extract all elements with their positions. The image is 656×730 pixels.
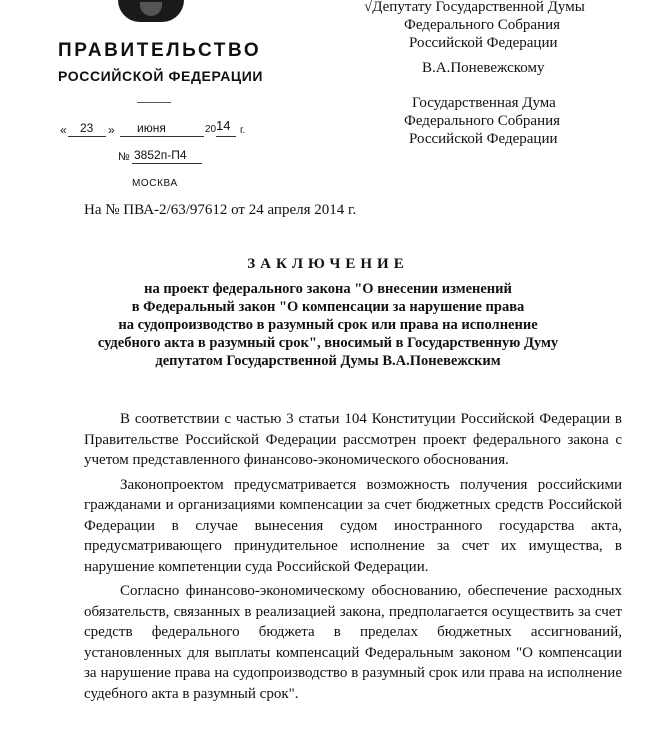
recipient-deputy-name: В.А.Поневежскому <box>422 60 545 76</box>
subject-line: на проект федерального закона "О внесении изменений <box>144 281 512 297</box>
subject-line: на судопроизводство в разумный срок или права на исполнение <box>118 317 538 333</box>
document-date <box>60 118 260 141</box>
sender-name-line1: ПРАВИТЕЛЬСТВО <box>58 40 262 61</box>
recipient-line: Федерального Собрания <box>404 113 561 129</box>
check-mark-icon: √ <box>364 0 373 15</box>
recipient-line: Федерального Собрания <box>404 17 561 33</box>
date-year-underline <box>216 136 236 137</box>
reference-line: На № ПВА-2/63/97612 от 24 апреля 2014 г. <box>84 202 357 218</box>
document-subject <box>60 280 596 370</box>
number-label: № <box>118 151 130 163</box>
state-emblem-icon <box>118 0 184 22</box>
recipient-line: Депутату Государственной Думы <box>372 0 585 15</box>
date-day: 23 <box>80 121 94 135</box>
date-year-mark: г. <box>240 125 246 136</box>
date-close-quote: » <box>108 123 115 137</box>
document-title: ЗАКЛЮЧЕНИЕ <box>247 256 409 272</box>
number-value: 3852п-П4 <box>134 148 187 162</box>
date-year-suffix: 14 <box>216 118 231 133</box>
date-month: июня <box>137 121 166 135</box>
recipient-line: Российской Федерации <box>409 35 558 51</box>
recipient-line: Государственная Дума <box>412 95 556 111</box>
recipient-line: Российской Федерации <box>409 131 558 147</box>
city: МОСКВА <box>132 178 178 189</box>
subject-line: судебного акта в разумный срок", вносимый в Государственную Думу <box>97 335 559 351</box>
sender-name-line2: РОССИЙСКОЙ ФЕДЕРАЦИИ <box>58 68 264 84</box>
document-number <box>118 148 238 166</box>
date-open-quote: « <box>60 123 67 137</box>
date-month-underline <box>120 136 204 137</box>
recipient-deputy <box>364 0 585 52</box>
number-underline <box>132 163 202 164</box>
subject-line: в Федеральный закон "О компенсации за нарушение права <box>131 299 525 315</box>
recipient-duma <box>404 94 560 148</box>
body-paragraph: Законопроектом предусматривается возможность получения российскими гражданами и организациями компенсации за счет бюджетных средств Российской Федерации в случае вынесения судом иностранного государства акта, предусматривающего принудительное исполнение за счет их имущества, в нарушение компетенции суда Российской Федерации. <box>84 476 622 575</box>
document-body <box>84 409 622 708</box>
body-paragraph: В соответствии с частью 3 статьи 104 Конституции Российской Федерации в Правительстве Российской Федерации рассмотрен проект федерального закона с учетом представленного финансово-экономического обоснования. <box>84 411 622 468</box>
subject-line: депутатом Государственной Думы В.А.Поневежским <box>155 353 501 369</box>
body-paragraph: Согласно финансово-экономическому обоснованию, обеспечение расходных обязательств, связанных в реализацией закона, предполагается осуществить за счет средств федерального бюджета в пределах бюджетных ассигнований, установленных для выплаты компенсаций Федеральным законом "О компенсации за нарушение права на судопроизводство в разумный срок или права на исполнение судебного акта в разумный срок". <box>84 583 622 702</box>
date-day-underline <box>68 136 106 137</box>
header-divider <box>137 102 171 103</box>
date-year-prefix: 20 <box>205 124 217 135</box>
